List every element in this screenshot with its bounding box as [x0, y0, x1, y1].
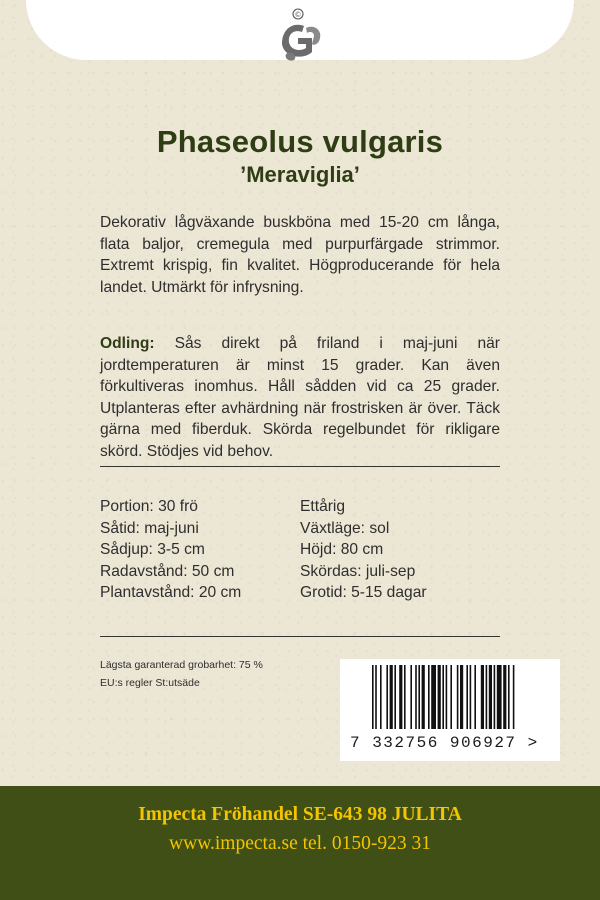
germination-guarantee: Lägsta garanterad grobarhet: 75 % — [100, 659, 263, 671]
barcode-bar — [503, 665, 506, 729]
fact-harvest: Skördas: juli-sep — [300, 562, 416, 580]
fact-height: Höjd: 80 cm — [300, 541, 384, 559]
barcode-digits: 7 332756 906927 > — [350, 734, 539, 752]
species-title: Phaseolus vulgaris — [156, 124, 444, 159]
fact-sowing-time: Såtid: maj-juni — [100, 519, 199, 537]
barcode-bar — [494, 665, 496, 729]
barcode-bar — [486, 665, 488, 729]
barcode-bar — [442, 665, 444, 729]
barcode-bar — [399, 665, 402, 729]
fact-plant-spacing: Plantavstånd: 20 cm — [100, 584, 242, 602]
barcode-bar — [431, 665, 436, 729]
logo-mark-icon — [276, 4, 326, 64]
barcode-bar — [457, 665, 459, 729]
divider-bottom — [100, 636, 500, 637]
barcode-bar — [428, 665, 430, 729]
barcode-bar — [380, 665, 382, 729]
barcode-bar — [446, 665, 448, 729]
barcode-bar — [390, 665, 393, 729]
fact-portion: Portion: 30 frö — [100, 498, 198, 515]
barcode-bar — [394, 665, 396, 729]
copyright-symbol: © — [294, 11, 302, 19]
facts-right-column — [300, 496, 427, 604]
barcode-bar — [481, 665, 484, 729]
barcode-bar — [508, 665, 510, 729]
barcode-bar — [466, 665, 468, 729]
cultivation-paragraph — [100, 333, 500, 462]
footer-contact: www.impecta.se tel. 0150-923 31 — [169, 833, 431, 854]
impecta-logo — [276, 4, 326, 64]
barcode-bar — [386, 665, 388, 729]
fact-germination: Grotid: 5-15 dagar — [300, 584, 427, 602]
fact-lifecycle: Ettårig — [300, 498, 346, 515]
barcode-bar — [404, 665, 406, 729]
barcode-bar — [375, 665, 377, 729]
fact-row-spacing: Radavstånd: 50 cm — [100, 562, 235, 580]
fact-sowing-depth: Sådjup: 3-5 cm — [100, 541, 205, 559]
footer-company-address: Impecta Fröhandel SE-643 98 JULITA — [138, 804, 462, 825]
barcode-bar — [489, 665, 492, 729]
barcode-bar — [470, 665, 472, 729]
barcode-bar — [497, 665, 502, 729]
barcode-bar — [450, 665, 452, 729]
barcode-bar — [460, 665, 463, 729]
barcode-bar — [410, 665, 412, 729]
cultivation-text: Sås direkt på friland i maj-juni när jordtemperaturen är minst 15 grader. Kan även förkultiveras inomhus. Håll sådden vid ca 25 grader. Utplanteras efter avhärdning när frostrisken är över. Täck gärna med fiberduk. Skörda regelbundet för rikligare skörd. Stödjes vid behov. — [100, 335, 500, 460]
barcode-bar — [422, 665, 425, 729]
barcode-bar — [513, 665, 515, 729]
barcode-bar — [415, 665, 417, 729]
description-paragraph: Dekorativ lågväxande buskböna med 15-20 cm långa, flata baljor, cremegula med purpurfärgade strimmor. Extremt krispig, fin kvalitet. Högproducerande för hela landet. Utmärkt för infrysning. — [100, 214, 500, 296]
variety-subtitle: ’Meraviglia’ — [240, 162, 360, 187]
barcode-bar — [474, 665, 476, 729]
eu-regulation-note: EU:s regler St:utsäde — [100, 677, 200, 689]
facts-left-column — [100, 496, 241, 604]
barcode-bar — [438, 665, 441, 729]
barcode-bar — [372, 665, 374, 729]
divider-top — [100, 466, 500, 467]
fact-location: Växtläge: sol — [300, 519, 390, 537]
barcode-bar — [418, 665, 420, 729]
cultivation-label: Odling: — [100, 335, 155, 352]
